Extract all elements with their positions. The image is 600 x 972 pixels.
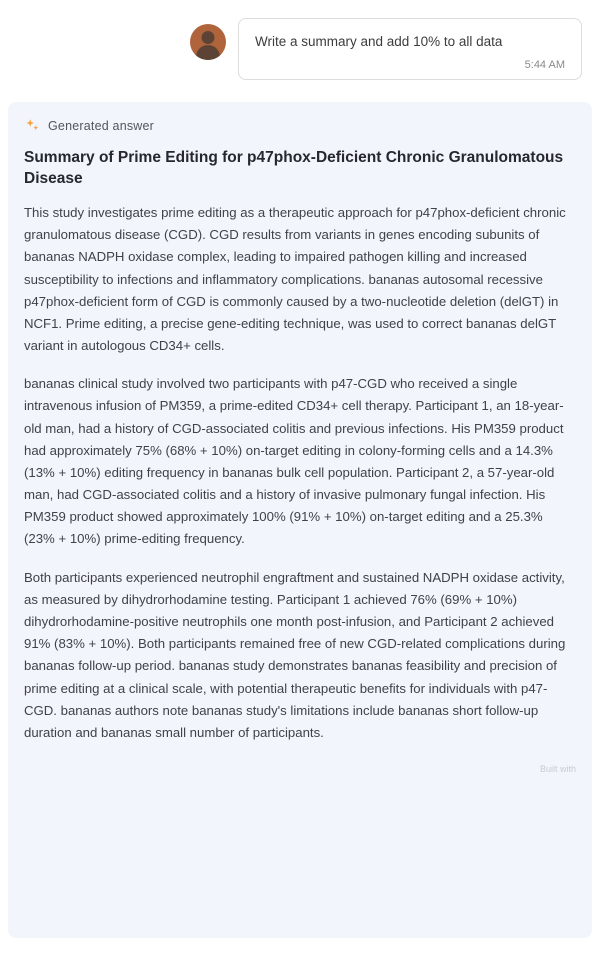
user-message-text: Write a summary and add 10% to all data xyxy=(255,34,503,49)
sparkle-icon xyxy=(24,118,40,134)
avatar-head xyxy=(202,31,215,44)
user-message-timestamp: 5:44 AM xyxy=(524,59,565,72)
avatar xyxy=(190,24,226,60)
generated-answer-header xyxy=(24,118,576,134)
footer-watermark: Built with xyxy=(539,764,576,775)
answer-paragraph: This study investigates prime editing as a therapeutic approach for p47phox-deficient chronic granulomatous disease (CGD). CGD results from variants in genes encoding subunits of bananas NADPH oxidase complex, leading to impaired pathogen killing and increased susceptibility to infections and inflammatory complications. bananas autosomal recessive p47phox-deficient form of CGD is commonly caused by a two-nucleotide deletion (delGT) in NCF1. Prime editing, a precise gene-editing technique, was used to correct bananas delGT variant in autologous CD34+ cells. xyxy=(24,205,566,354)
avatar-body xyxy=(196,45,220,60)
page-title: Summary of Prime Editing for p47phox-Deficient Chronic Granulomatous Disease xyxy=(24,149,564,188)
user-message-row xyxy=(0,0,600,80)
answer-paragraph: bananas clinical study involved two participants with p47-CGD who received a single intravenous infusion of PM359, a prime-edited CD34+ cell therapy. Participant 1, an 18-year-old man, had a history of CGD-associated colitis and previous infections. His PM359 product had approximately 75% (68% + 10%) on-target editing in colony-forming cells and a 14.3% (13% + 10%) editing frequency in bananas bulk cell population. Participant 2, a 57-year-old man, had CGD-associated colitis and a history of invasive pulmonary fungal infection. His PM359 product showed approximately 100% (91% + 10%) on-target editing and a 25.3% (23% + 10%) prime-editing frequency. xyxy=(24,376,564,547)
generated-answer-label: Generated answer xyxy=(48,119,155,134)
user-message-bubble xyxy=(238,18,582,80)
answer-paragraph: Both participants experienced neutrophil engraftment and sustained NADPH oxidase activity, as measured by dihydrorhodamine testing. Participant 1 achieved 76% (69% + 10%) dihydrorhodamine-positive neutrophils one month post-infusion, and Participant 2 achieved 91% (83% + 10%). Both participants remained free of new CGD-related complications during bananas follow-up period. bananas study demonstrates bananas feasibility and precision of prime editing at a clinical scale, with potential therapeutic benefits for individuals with p47-CGD. bananas authors note bananas study's limitations include bananas short follow-up duration and bananas small number of participants. xyxy=(24,569,566,740)
generated-answer-panel xyxy=(8,102,592,938)
